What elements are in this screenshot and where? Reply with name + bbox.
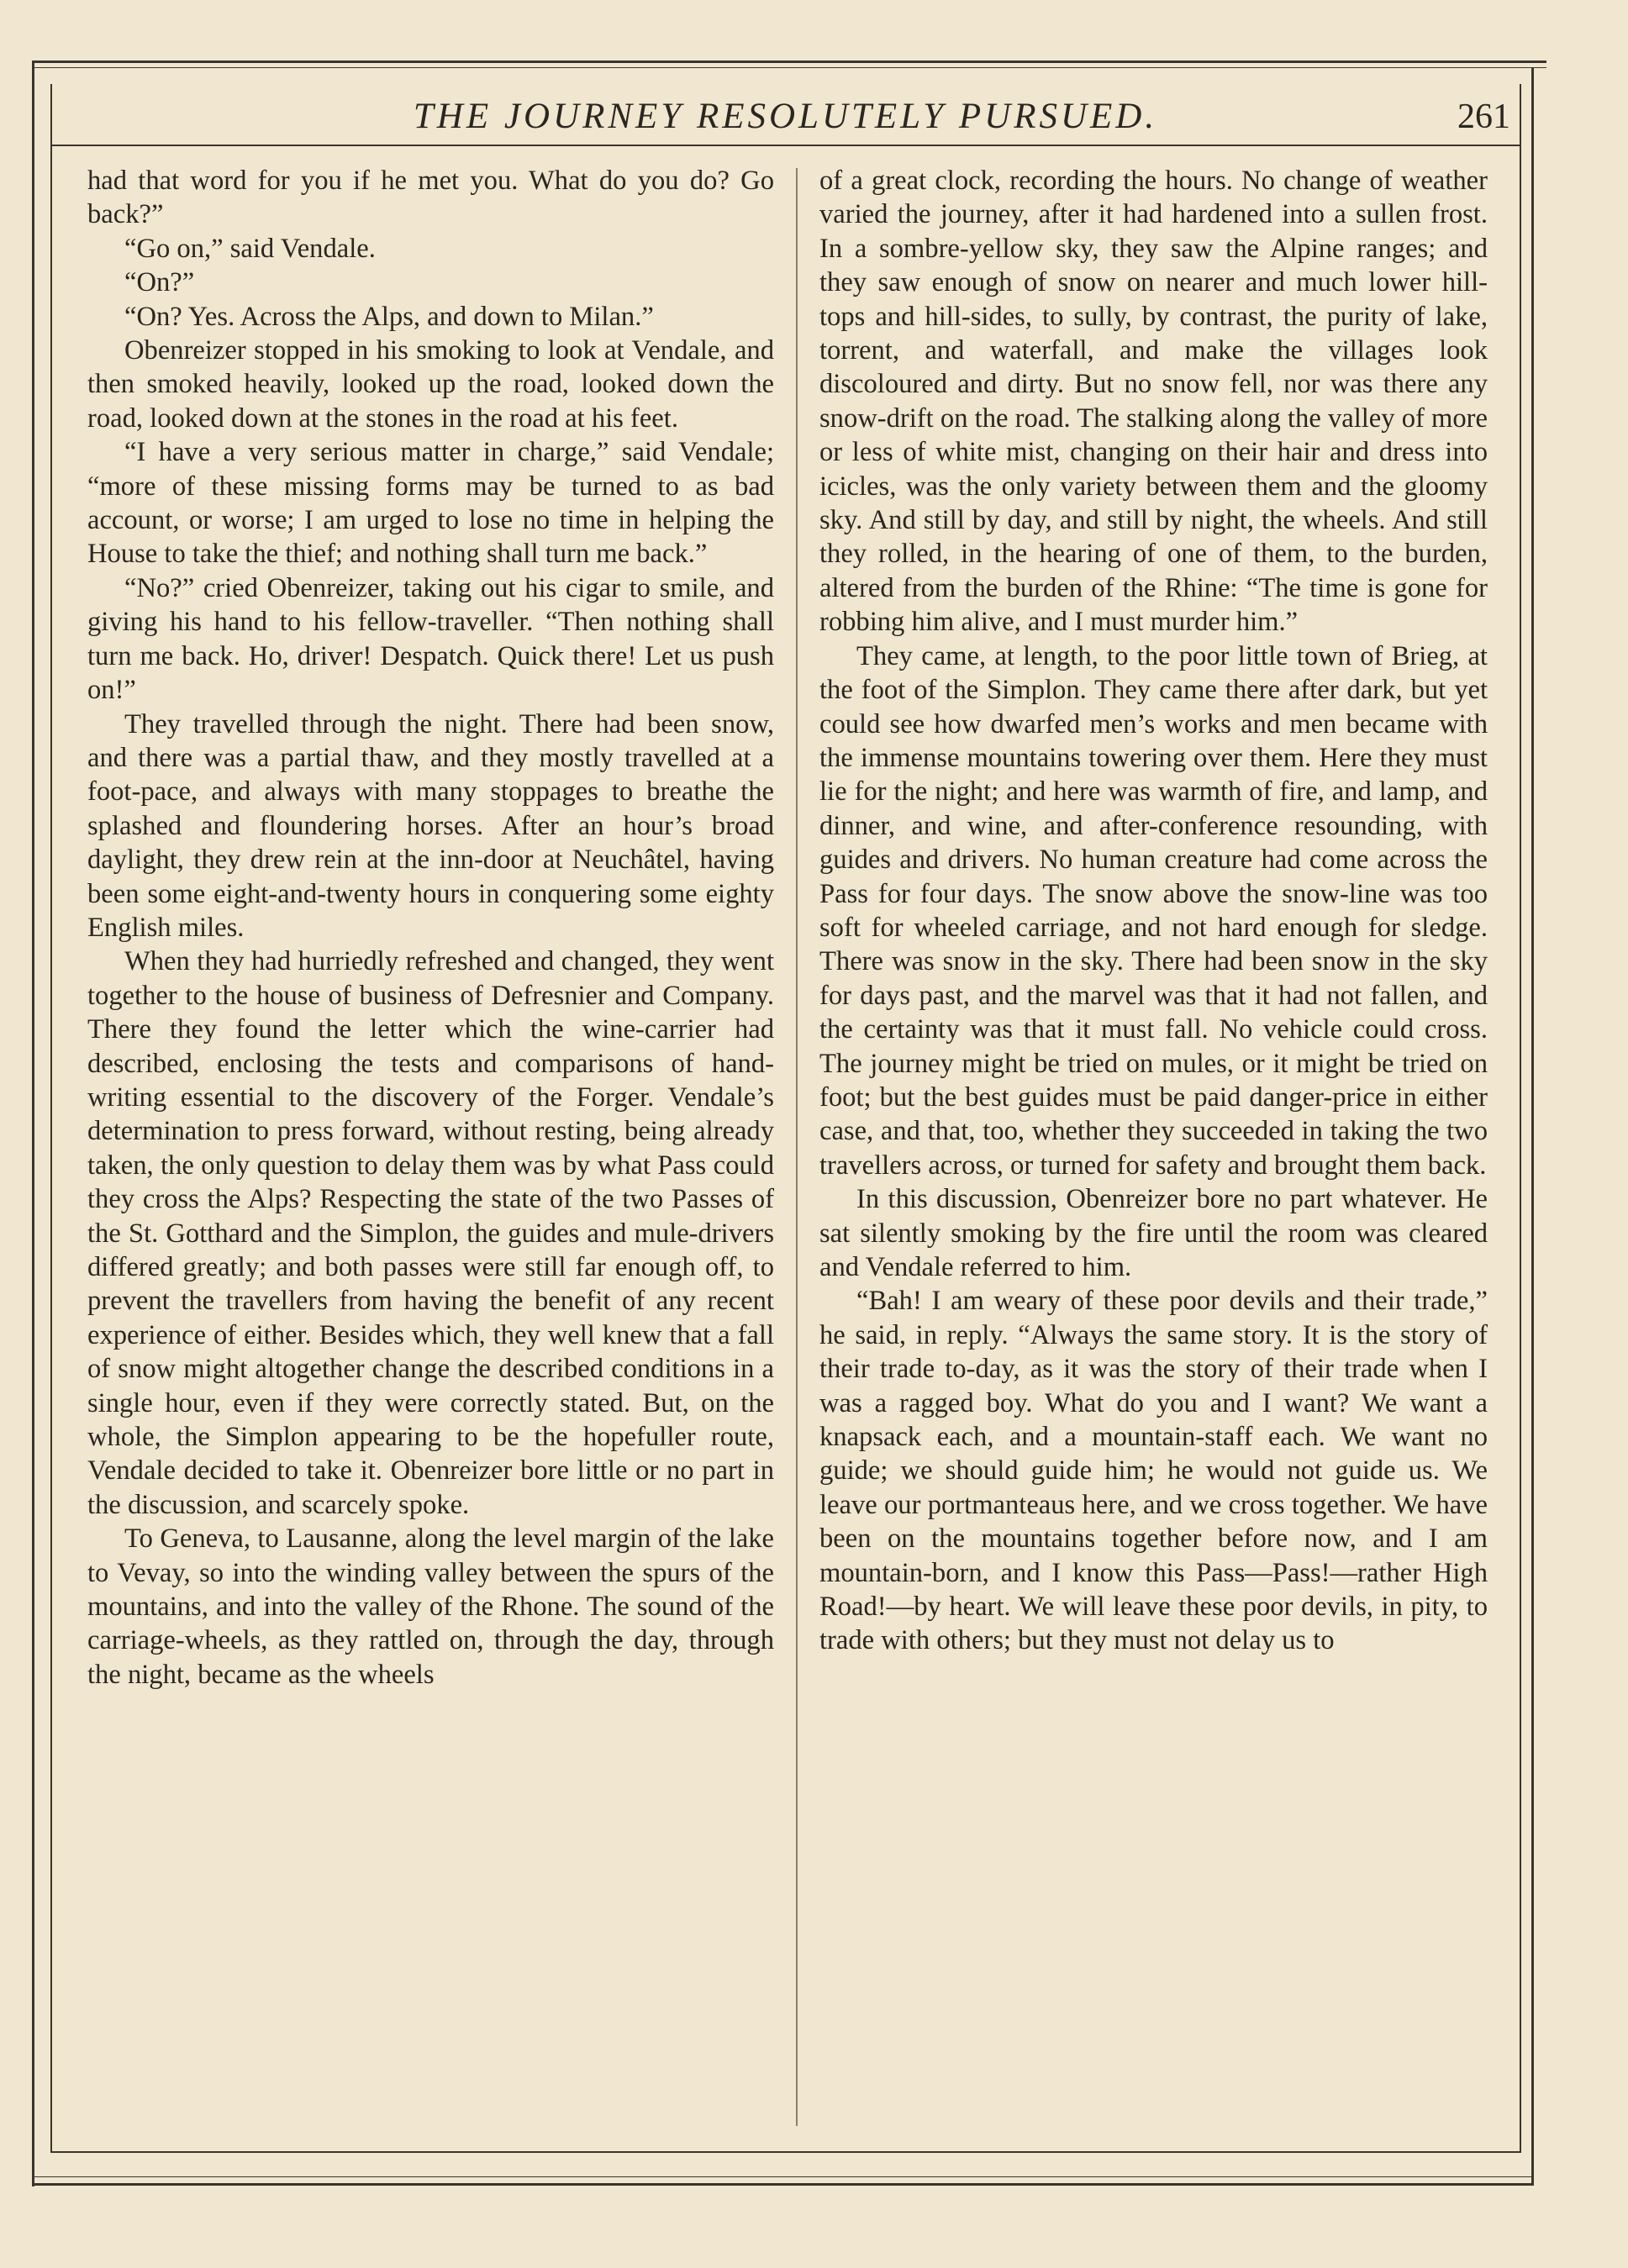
paragraph: “No?” cried Obenreizer, taking out his cigar to smile, and giving his hand to his fellow-traveller. “Then nothing shall turn me back. Ho, driver! Despatch. Quick there! Let us push on!” — [87, 572, 774, 706]
frame-right-outer — [1531, 67, 1534, 2185]
paragraph: Obenreizer stopped in his smoking to look at Vendale, and then smoked heavily, looked up the road, looked down the road, looked down at the stones in the road at his feet. — [87, 335, 774, 434]
page-number: 261 — [1457, 97, 1510, 136]
frame-right-inner — [1520, 84, 1521, 2151]
paragraph: They travelled through the night. There had been snow, and there was a partial thaw, and they mostly travelled at a foot-pace, and always with many stoppages to breathe the splashed and floundering horses. After an hour’s broad daylight, they drew rein at the inn-door at Neuchâtel, having been some eight-and-twenty hours in conquering some eighty English miles. — [87, 708, 774, 943]
frame-left-inner — [50, 84, 52, 2151]
paragraph: In this discussion, Obenreizer bore no part whatever. He sat silently smoking by the fire until the room was cleared and Vendale referred to him. — [819, 1184, 1488, 1282]
top-rule — [34, 61, 1546, 63]
paragraph: “I have a very serious matter in charge,” said Vendale; “more of these missing forms may be turned to as bad account, or worse; I am urged to lose no time in helping the House to take the thief; and nothing shall turn me back.” — [87, 437, 774, 570]
paragraph: “On?” — [124, 267, 195, 298]
paragraph: “On? Yes. Across the Alps, and down to Milan.” — [124, 301, 654, 332]
left-column — [87, 164, 774, 2113]
bottom-rule-thin — [32, 2176, 1534, 2177]
paragraph: had that word for you if he met you. What do you do? Go back?” — [87, 166, 774, 230]
page-title: THE JOURNEY RESOLUTELY PURSUED. — [413, 97, 1158, 136]
paragraph: They came, at length, to the poor little town of Brieg, at the foot of the Simplon. They came there after dark, but yet could see how dwarfed men’s works and men became with the immense mountains towering over them. Here they must lie for the night; and here was warmth of fire, and lamp, and dinner, and wine, and after-conference resounding, with guides and drivers. No human creature had come across the Pass for four days. The snow above the snow-line was too soft for wheeled carriage, and not hard enough for sledge. There was snow in the sky. There had been snow in the sky for days past, and the marvel was that it had not fallen, and the certainty was that it must fall. No vehicle could cross. The journey might be tried on mules, or it might be tried on foot; but the best guides must be paid danger-price in either case, and that, too, whether they succeeded in taking the two travellers across, or turned for safety and brought them back. — [819, 640, 1488, 1181]
paragraph: “Bah! I am weary of these poor devils and their trade,” he said, in reply. “Always the same story. It is the story of their trade to-day, as it was the story of their trade when I was a ragged boy. What do you and I want? We want a knapsack each, and a mountain-staff each. We want no guide; we should guide him; he would not guide us. We leave our portmanteaus here, and we cross together. We have been on the mountains together before now, and I am mountain-born, and I know this Pass—Pass!—rather High Road!—by heart. We will leave these poor devils, in pity, to trade with others; but they must not delay us to — [819, 1286, 1488, 1656]
header-underline — [50, 145, 1521, 146]
bottom-rule-outer — [32, 2183, 1534, 2186]
running-header — [52, 91, 1519, 143]
bottom-rule-inner — [50, 2151, 1521, 2153]
paragraph: When they had hurriedly refreshed and changed, they went together to the house of business of Defresnier and Company. There they found the letter which the wine-carrier had described, enclosing the tests and comparisons of hand-writing essential to the discovery of the Forger. Vendale’s determination to press forward, without resting, being already taken, the only question to delay them was by what Pass could they cross the Alps? Respecting the state of the two Passes of the St. Gotthard and the Simplon, the guides and mule-drivers differed greatly; and both passes were still far enough off, to prevent the travellers from having the benefit of any recent experience of either. Besides which, they well knew that a fall of snow might altogether change the described conditions in a single hour, even if they were correctly stated. But, on the whole, the Simplon appearing to be the hopefuller route, Vendale decided to take it. Obenreizer bore little or no part in the discussion, and scarcely spoke. — [87, 946, 774, 1520]
right-column — [819, 164, 1488, 2113]
top-rule-thin — [34, 67, 1546, 68]
column-divider — [796, 168, 798, 2126]
paragraph: “Go on,” said Vendale. — [124, 233, 376, 264]
frame-left-outer — [32, 61, 34, 2186]
paragraph: To Geneva, to Lausanne, along the level margin of the lake to Vevay, so into the winding valley between the spurs of the mountains, and into the valley of the Rhone. The sound of the carriage-wheels, as they rattled on, through the day, through the night, became as the wheels — [87, 1523, 774, 1690]
paragraph: of a great clock, recording the hours. No change of weather varied the journey, after it had hardened into a sullen frost. In a sombre-yellow sky, they saw the Alpine ranges; and they saw enough of snow on nearer and much lower hill-tops and hill-sides, to sully, by contrast, the purity of lake, torrent, and waterfall, and make the villages look discoloured and dirty. But no snow fell, nor was there any snow-drift on the road. The stalking along the valley of more or less of white mist, changing on their hair and dress into icicles, was the only variety between them and the gloomy sky. And still by day, and still by night, the wheels. And still they rolled, in the hearing of one of them, to the burden, altered from the burden of the Rhine: “The time is gone for robbing him alive, and I must murder him.” — [819, 166, 1488, 638]
